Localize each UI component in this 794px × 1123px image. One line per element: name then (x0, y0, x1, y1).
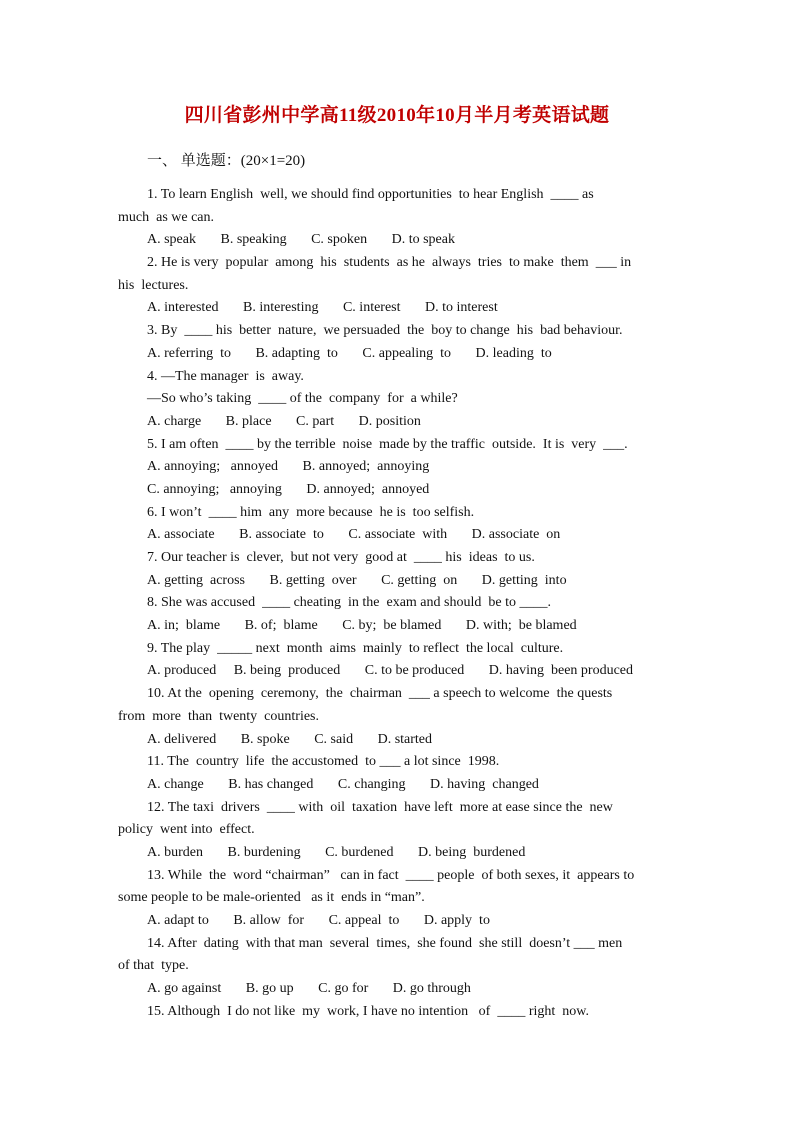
question-line: 14. After dating with that man several times, she found she still doesn’t ___ men (147, 935, 623, 951)
question-line: from more than twenty countries. (118, 708, 320, 724)
options-line: C. annoying; annoying D. annoyed; annoyed (147, 481, 430, 497)
options-line: A. produced B. being produced C. to be produced D. having been produced (147, 663, 633, 679)
options-line: A. change B. has changed C. changing D. having changed (147, 776, 539, 792)
options-line: A. getting across B. getting over C. getting on D. getting into (147, 572, 567, 588)
question-line: 5. I am often ____ by the terrible noise made by the traffic outside. It is very ___. (147, 436, 628, 452)
options-line: A. annoying; annoyed B. annoyed; annoying (147, 459, 430, 475)
options-line: A. charge B. place C. part D. position (147, 413, 421, 429)
section-heading: 一、 单选题：(20×1=20) (147, 153, 306, 169)
question-line: some people to be male-oriented as it ends in “man”. (118, 890, 425, 906)
options-line: A. speak B. speaking C. spoken D. to speak (147, 232, 455, 248)
question-line: 10. At the opening ceremony, the chairman ___ a speech to welcome the quests (147, 686, 613, 702)
question-line: —So who’s taking ____ of the company for a while? (147, 391, 458, 407)
question-line: 7. Our teacher is clever, but not very good at ____ his ideas to us. (147, 550, 535, 565)
options-line: A. go against B. go up C. go for D. go through (147, 981, 471, 997)
question-line: 13. While the word “chairman” can in fact ____ people of both sexes, it appears to (147, 867, 635, 883)
options-line: A. adapt to B. allow for C. appeal to D. apply to (147, 913, 490, 928)
question-line: 9. The play _____ next month aims mainly to reflect the local culture. (147, 640, 564, 656)
options-line: A. referring to B. adapting to C. appealing to D. leading to (147, 345, 552, 361)
options-line: A. delivered B. spoke C. said D. started (147, 731, 433, 747)
options-line: A. interested B. interesting C. interest D. to interest (147, 300, 498, 316)
question-line: 12. The taxi drivers ____ with oil taxation have left more at ease since the new (147, 799, 613, 815)
question-line: 15. Although I do not like my work, I have no intention of ____ right now. (147, 1003, 589, 1019)
question-line: 3. By ____ his better nature, we persuaded the boy to change his bad behaviour. (147, 323, 623, 339)
question-line: 1. To learn English well, we should find opportunities to hear English ____ as (147, 187, 594, 202)
question-line: 6. I won’t ____ him any more because he is too selfish. (147, 504, 475, 520)
question-line: 4. —The manager is away. (147, 368, 304, 384)
question-line: 2. He is very popular among his students as he always tries to make them ___ in (147, 255, 632, 271)
question-line: of that type. (118, 958, 189, 974)
question-line: policy went into effect. (118, 822, 255, 838)
question-line: 11. The country life the accustomed to ___ a lot since 1998. (147, 754, 500, 770)
options-line: A. burden B. burdening C. burdened D. being burdened (147, 844, 526, 860)
question-line: 8. She was accused ____ cheating in the exam and should be to ____. (147, 595, 551, 611)
question-list (118, 184, 678, 1023)
options-line: A. in; blame B. of; blame C. by; be blamed D. with; be blamed (147, 618, 577, 634)
question-line: his lectures. (118, 277, 189, 293)
question-line: much as we can. (118, 209, 215, 225)
page-title: 四川省彭州中学高11级2010年10月半月考英语试题 (184, 105, 610, 126)
options-line: A. associate B. associate to C. associate with D. associate on (147, 527, 561, 543)
